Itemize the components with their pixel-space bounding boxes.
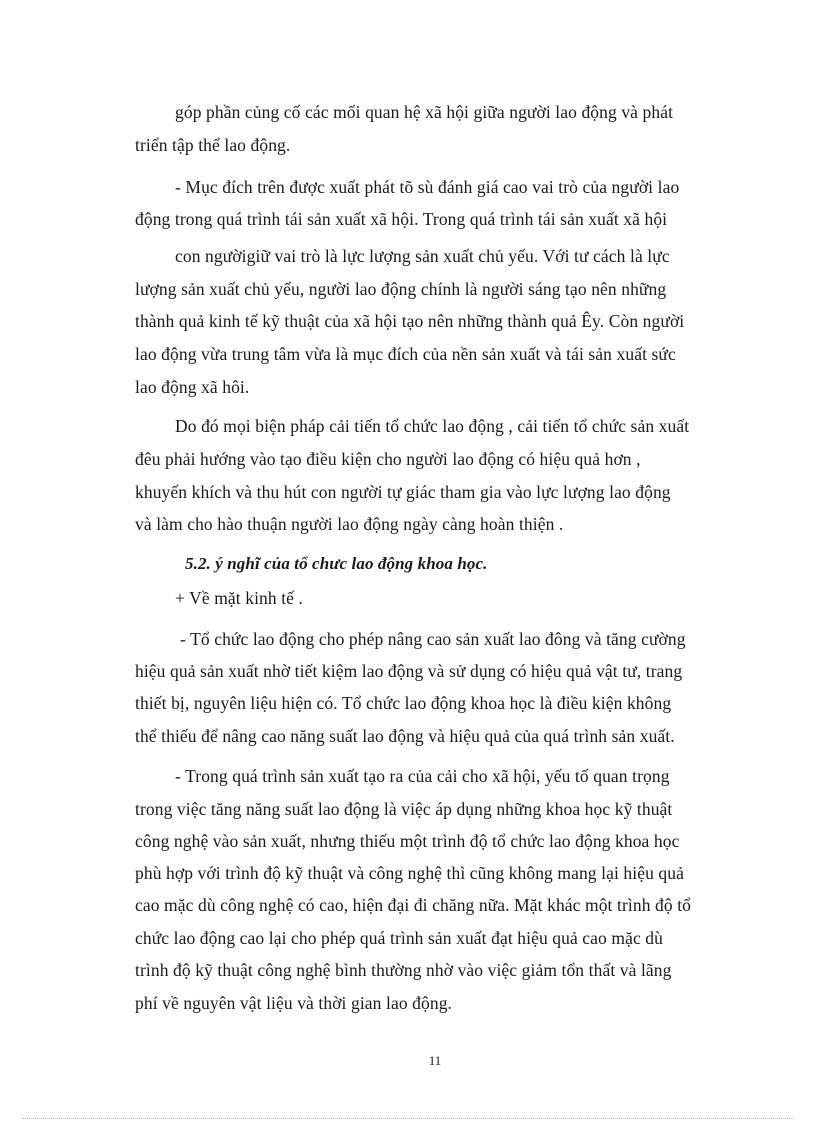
text-line: phù hợp với trình độ kỹ thuật và công nghệ thì cũng không mang lại hiệu quả <box>135 863 684 883</box>
text-line: phí về nguyên vật liệu và thời gian lao động. <box>135 993 453 1013</box>
text-line: thiết bị, nguyên liệu hiện có. Tổ chức lao động khoa học là điều kiện không <box>135 693 672 713</box>
text-line: hiệu quả sản xuất nhờ tiết kiệm lao động và sử dụng có hiệu quả vật tư, trang <box>135 661 683 681</box>
text-line: lao động vừa trung tâm vừa là mục đích của nền sản xuất và tái sản xuất sức <box>135 344 676 364</box>
text-line: khuyến khích và thu hút con người tự giác tham gia vào lực lượng lao động <box>135 482 671 502</box>
page-number: 11 <box>428 1053 442 1068</box>
text-line: lượng sản xuất chủ yếu, người lao động chính là người sáng tạo nên những <box>135 279 667 299</box>
text-line: - Tổ chức lao động cho phép nâng cao sản xuất lao đông và tăng cường <box>180 629 686 649</box>
text-line: trong việc tăng năng suất lao động là việc áp dụng những khoa học kỹ thuật <box>135 799 673 819</box>
text-line: thành quả kinh tế kỹ thuật của xã hội tạo nên những thành quả Êy. Còn người <box>135 311 685 331</box>
text-line: góp phần củng cố các mối quan hệ xã hội giữa người lao động và phát <box>175 102 674 122</box>
text-line: Do đó mọi biện pháp cải tiến tổ chức lao động , cải tiến tổ chức sản xuất <box>175 416 690 436</box>
section-heading: 5.2. ý nghĩ của tổ chưc lao động khoa học. <box>185 554 488 573</box>
text-line: lao động xã hôi. <box>135 377 250 397</box>
text-line: - Trong quá trình sản xuất tạo ra của cải cho xã hội, yếu tố quan trọng <box>175 766 670 786</box>
text-line: trình độ kỹ thuật công nghệ bình thường nhờ vào việc giảm tổn thất và lãng <box>135 960 672 980</box>
text-line: cao mặc dù công nghệ có cao, hiện đại đi chăng nữa. Mặt khác một trình độ tổ <box>135 895 692 915</box>
text-line: công nghệ vào sản xuất, nhưng thiếu một trình độ tổ chức lao động khoa học <box>135 831 680 851</box>
text-line: chức lao động cao lại cho phép quá trình sản xuất đạt hiệu quả cao mặc dù <box>135 928 663 948</box>
text-line: đêu phải hướng vào tạo điều kiện cho người lao động có hiệu quả hơn , <box>135 449 641 469</box>
footer-divider <box>22 1118 794 1119</box>
text-line: triển tập thể lao động. <box>135 135 291 155</box>
text-line: - Mục đích trên được xuất phát tõ sù đánh giá cao vai trò của người lao <box>175 177 680 197</box>
text-line: và làm cho hào thuận người lao động ngày càng hoàn thiện . <box>135 514 564 534</box>
text-line: + Về mặt kinh tế . <box>175 588 303 608</box>
text-line: con ngườigiữ vai trò là lực lượng sản xuất chủ yếu. Với tư cách là lực <box>175 246 670 266</box>
text-line: động trong quá trình tái sản xuất xã hội. Trong quá trình tái sản xuất xã hội <box>135 209 668 229</box>
text-line: thể thiếu để nâng cao năng suất lao động và hiệu quả của quá trình sản xuất. <box>135 726 675 746</box>
